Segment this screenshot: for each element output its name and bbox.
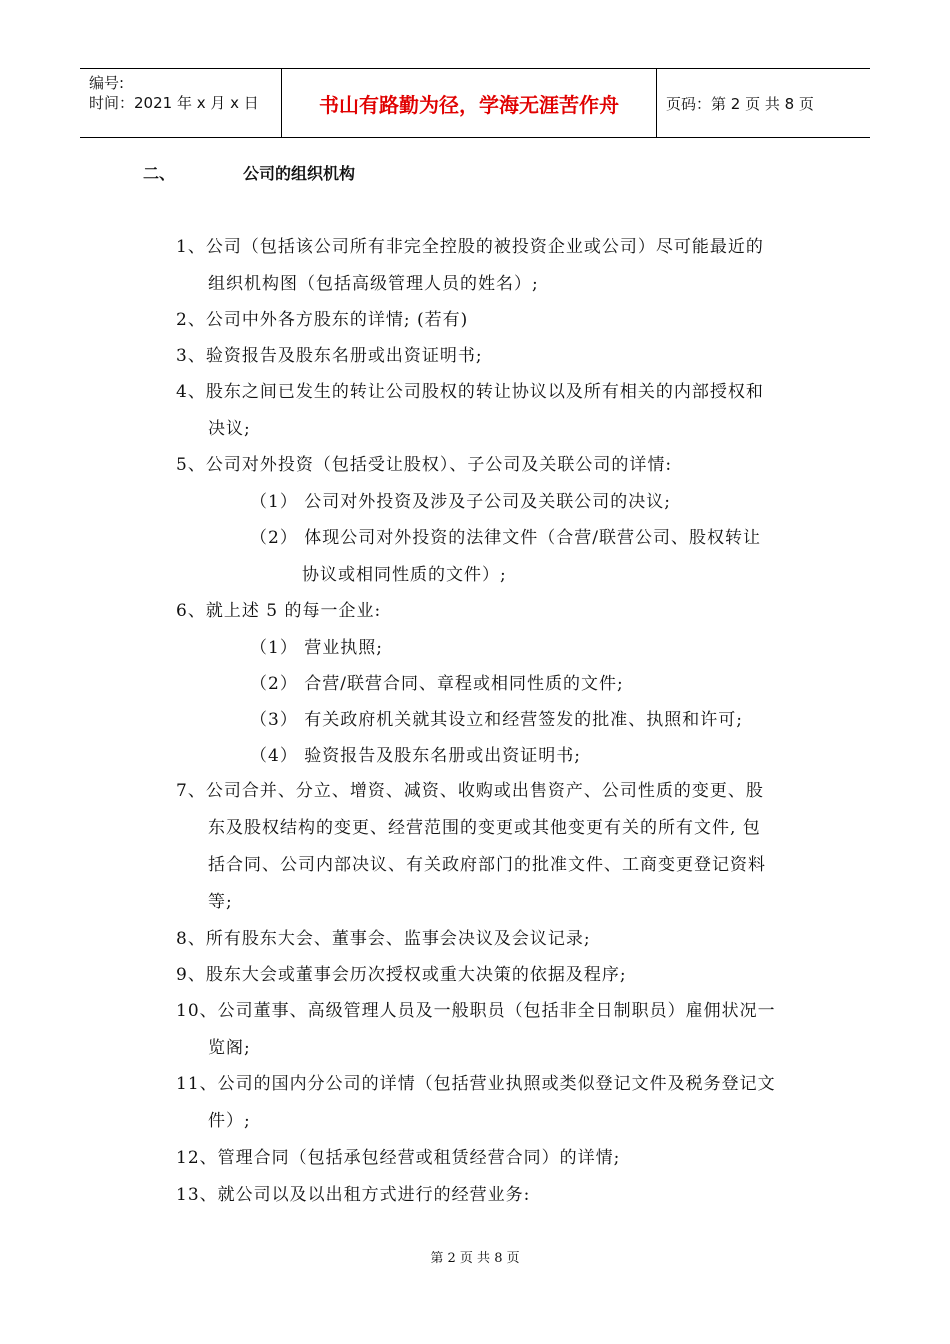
section-number: 二、 xyxy=(143,164,176,183)
sub-list-item: （3） 有关政府机关就其设立和经营签发的批准、执照和许可; xyxy=(250,710,743,730)
sub-list-item: （4） 验资报告及股东名册或出资证明书; xyxy=(250,746,581,766)
list-item: 9、股东大会或董事会历次授权或重大决策的依据及程序; xyxy=(176,965,627,985)
document-date: 时间：2021 年 x 月 x 日 xyxy=(89,94,259,112)
list-item: 4、股东之间已发生的转让公司股权的转让协议以及所有相关的内部授权和 xyxy=(176,382,764,402)
list-item-continuation: 东及股权结构的变更、经营范围的变更或其他变更有关的所有文件, 包 xyxy=(208,818,761,838)
header-meta xyxy=(80,69,282,137)
page-header xyxy=(80,68,870,138)
sub-list-item: （2） 体现公司对外投资的法律文件（合营/联营公司、股权转让 xyxy=(250,528,761,548)
list-item: 5、公司对外投资（包括受让股权）、子公司及关联公司的详情: xyxy=(176,455,673,475)
list-item-continuation: 括合同、公司内部决议、有关政府部门的批准文件、工商变更登记资料 xyxy=(208,855,766,875)
list-item: 13、就公司以及以出租方式进行的经营业务: xyxy=(176,1185,531,1205)
list-item-continuation: 等; xyxy=(208,892,233,912)
page-footer: 第 2 页 共 8 页 xyxy=(430,1251,520,1266)
list-item: 10、公司董事、高级管理人员及一般职员（包括非全日制职员）雇佣状况一 xyxy=(176,1001,776,1021)
header-page-info: 页码：第 2 页 共 8 页 xyxy=(666,95,814,113)
list-item-continuation: 决议; xyxy=(208,419,251,439)
document-number-label: 编号: xyxy=(89,74,125,92)
header-motto: 书山有路勤为径，学海无涯苦作舟 xyxy=(282,69,657,137)
list-item: 3、验资报告及股东名册或出资证明书; xyxy=(176,346,483,366)
sub-list-item: （1） 营业执照; xyxy=(250,638,383,658)
list-item: 2、公司中外各方股东的详情; (若有) xyxy=(176,310,469,330)
section-title: 公司的组织机构 xyxy=(243,164,356,183)
sub-list-item: （2） 合营/联营合同、章程或相同性质的文件; xyxy=(250,674,624,694)
list-item: 6、就上述 5 的每一企业: xyxy=(176,601,382,621)
list-item: 11、公司的国内分公司的详情（包括营业执照或类似登记文件及税务登记文 xyxy=(176,1074,776,1094)
list-item-continuation: 组织机构图（包括高级管理人员的姓名）; xyxy=(208,274,539,294)
list-item: 8、所有股东大会、董事会、监事会决议及会议记录; xyxy=(176,929,591,949)
sub-list-item: （1） 公司对外投资及涉及子公司及关联公司的决议; xyxy=(250,492,671,512)
list-item: 7、公司合并、分立、增资、减资、收购或出售资产、公司性质的变更、股 xyxy=(176,781,764,801)
list-item: 1、公司（包括该公司所有非完全控股的被投资企业或公司）尽可能最近的 xyxy=(176,237,764,257)
sub-list-item-continuation: 协议或相同性质的文件）; xyxy=(302,565,507,585)
list-item: 12、管理合同（包括承包经营或租赁经营合同）的详情; xyxy=(176,1148,621,1168)
list-item-continuation: 览阁; xyxy=(208,1038,251,1058)
list-item-continuation: 件）; xyxy=(208,1111,251,1131)
